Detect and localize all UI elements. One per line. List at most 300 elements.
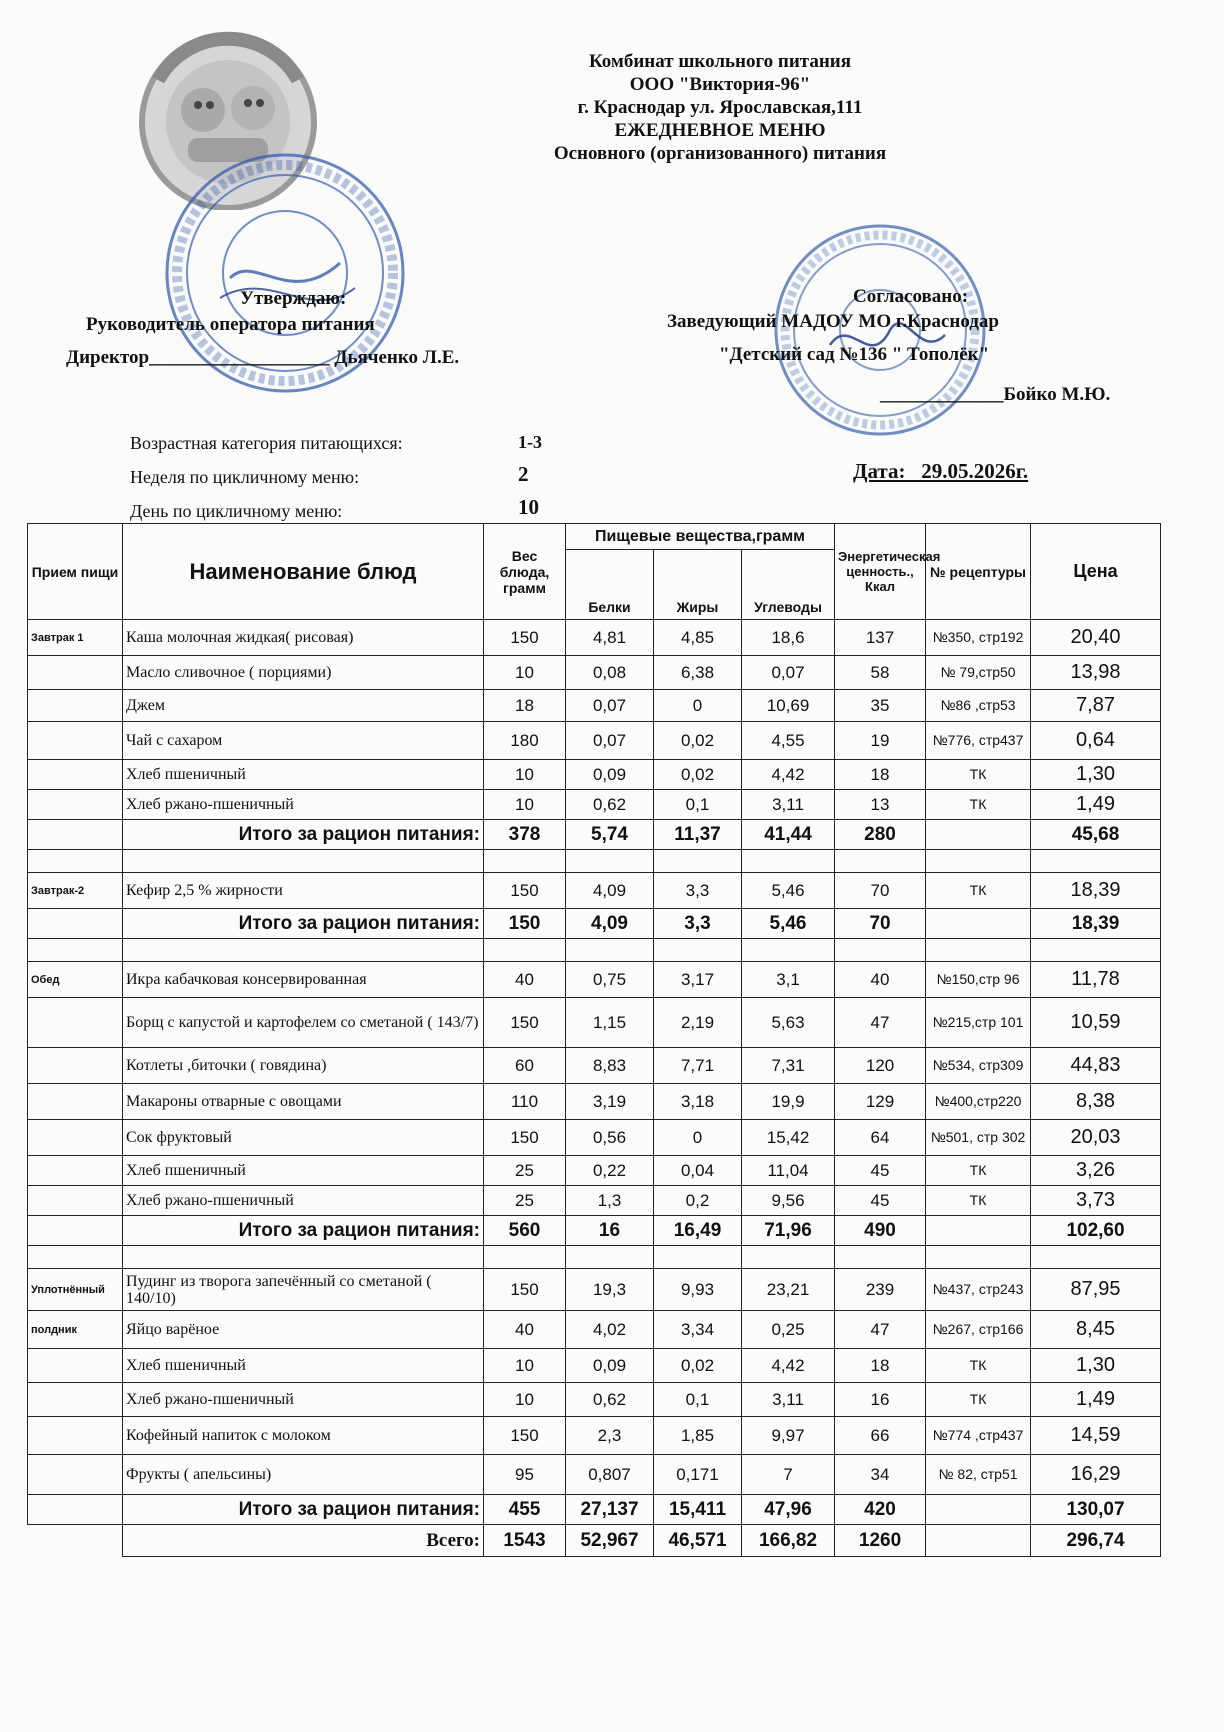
- table-row: [28, 760, 1161, 790]
- grand-weight: 1543: [484, 1525, 566, 1557]
- weight-cell: 10: [484, 656, 566, 690]
- table-row: [28, 620, 1161, 656]
- dish-name-cell: Макароны отварные с овощами: [123, 1084, 484, 1120]
- empty-cell: [566, 1246, 654, 1269]
- header-nutrients: Пищевые вещества,грамм: [566, 524, 835, 550]
- header-protein: Белки: [566, 550, 654, 620]
- meal-cell: [28, 790, 123, 820]
- energy-cell: 34: [835, 1455, 926, 1495]
- meal-cell: [28, 1186, 123, 1216]
- energy-cell: 45: [835, 1186, 926, 1216]
- fat-cell: 1,85: [654, 1417, 742, 1455]
- carbs-cell: 15,42: [742, 1120, 835, 1156]
- total-energy: 70: [835, 909, 926, 939]
- dish-name-cell: Хлеб пшеничный: [123, 760, 484, 790]
- carbs-cell: 9,97: [742, 1417, 835, 1455]
- grand-total-label: Всего:: [123, 1525, 484, 1557]
- dish-name-cell: Хлеб ржано-пшеничный: [123, 1186, 484, 1216]
- weight-cell: 95: [484, 1455, 566, 1495]
- price-cell: 20,03: [1031, 1120, 1161, 1156]
- fat-cell: 3,18: [654, 1084, 742, 1120]
- total-price: 18,39: [1031, 909, 1161, 939]
- recipe-cell: №150,стр 96: [926, 962, 1031, 998]
- empty-cell: [1031, 939, 1161, 962]
- total-energy: 490: [835, 1216, 926, 1246]
- total-price: 45,68: [1031, 820, 1161, 850]
- dish-name-cell: Кофейный напиток с молоком: [123, 1417, 484, 1455]
- price-cell: 1,30: [1031, 760, 1161, 790]
- carbs-cell: 23,21: [742, 1269, 835, 1311]
- protein-cell: 0,09: [566, 1349, 654, 1383]
- agree-role: Заведующий МАДОУ МО г.Краснодар: [667, 311, 999, 332]
- header-line-5: Основного (организованного) питания: [553, 143, 887, 164]
- total-protein: 5,74: [566, 820, 654, 850]
- meal-cell: [28, 1383, 123, 1417]
- energy-cell: 58: [835, 656, 926, 690]
- carbs-cell: 0,25: [742, 1311, 835, 1349]
- fat-cell: 4,85: [654, 620, 742, 656]
- agree-title: Согласовано:: [853, 286, 969, 307]
- weight-cell: 150: [484, 998, 566, 1048]
- total-row: [28, 1216, 1161, 1246]
- recipe-cell: №534, стр309: [926, 1048, 1031, 1084]
- dish-name-cell: Масло сливочное ( порциями): [123, 656, 484, 690]
- empty-cell: [28, 909, 123, 939]
- empty-cell: [654, 1246, 742, 1269]
- empty-cell: [28, 1216, 123, 1246]
- carbs-cell: 4,42: [742, 760, 835, 790]
- total-carbs: 5,46: [742, 909, 835, 939]
- weight-cell: 180: [484, 722, 566, 760]
- total-energy: 280: [835, 820, 926, 850]
- empty-cell: [123, 939, 484, 962]
- dish-name-cell: Джем: [123, 690, 484, 722]
- recipe-cell: №86 ,стр53: [926, 690, 1031, 722]
- empty-cell: [123, 1246, 484, 1269]
- carbs-cell: 3,11: [742, 790, 835, 820]
- table-row: [28, 690, 1161, 722]
- total-price: 102,60: [1031, 1216, 1161, 1246]
- empty-cell: [566, 939, 654, 962]
- header-line-4: ЕЖЕДНЕВНОЕ МЕНЮ: [614, 120, 826, 141]
- total-protein: 27,137: [566, 1495, 654, 1525]
- weight-cell: 25: [484, 1156, 566, 1186]
- energy-cell: 47: [835, 1311, 926, 1349]
- empty-cell: [1031, 1246, 1161, 1269]
- total-fat: 11,37: [654, 820, 742, 850]
- protein-cell: 0,75: [566, 962, 654, 998]
- total-protein: 16: [566, 1216, 654, 1246]
- carbs-cell: 3,11: [742, 1383, 835, 1417]
- total-fat: 15,411: [654, 1495, 742, 1525]
- spacer-row: [28, 1246, 1161, 1269]
- carbs-cell: 3,1: [742, 962, 835, 998]
- weight-cell: 10: [484, 1349, 566, 1383]
- menu-date: Дата: 29.05.2026г.: [853, 459, 1029, 483]
- meal-cell: [28, 690, 123, 722]
- total-carbs: 41,44: [742, 820, 835, 850]
- weight-cell: 10: [484, 760, 566, 790]
- meal-cell: Завтрак 1: [28, 620, 123, 656]
- empty-cell: [926, 1495, 1031, 1525]
- empty-cell: [742, 939, 835, 962]
- total-label: Итого за рацион питания:: [123, 1495, 484, 1525]
- table-row: [28, 1383, 1161, 1417]
- table-row: [28, 998, 1161, 1048]
- fat-cell: 3,3: [654, 873, 742, 909]
- table-row: [28, 962, 1161, 998]
- weight-cell: 110: [484, 1084, 566, 1120]
- recipe-cell: ТК: [926, 1349, 1031, 1383]
- header-energy: Энергетическая ценность., Ккал: [835, 524, 926, 620]
- dish-name-cell: Пудинг из творога запечённый со сметаной ( 140/10): [123, 1269, 484, 1311]
- energy-cell: 129: [835, 1084, 926, 1120]
- carbs-cell: 0,07: [742, 656, 835, 690]
- meal-cell: [28, 1417, 123, 1455]
- energy-cell: 45: [835, 1156, 926, 1186]
- carbs-cell: 9,56: [742, 1186, 835, 1216]
- protein-cell: 0,08: [566, 656, 654, 690]
- empty-cell: [835, 1246, 926, 1269]
- recipe-cell: ТК: [926, 873, 1031, 909]
- weight-cell: 18: [484, 690, 566, 722]
- age-category-value: 1-3: [518, 432, 542, 452]
- dish-name-cell: Котлеты ,биточки ( говядина): [123, 1048, 484, 1084]
- table-row: [28, 1417, 1161, 1455]
- protein-cell: 0,62: [566, 1383, 654, 1417]
- empty-cell: [926, 1216, 1031, 1246]
- grand-fat: 46,571: [654, 1525, 742, 1557]
- table-row: [28, 1186, 1161, 1216]
- protein-cell: 19,3: [566, 1269, 654, 1311]
- carbs-cell: 4,55: [742, 722, 835, 760]
- total-row: [28, 909, 1161, 939]
- meal-cell: [28, 1120, 123, 1156]
- recipe-cell: ТК: [926, 790, 1031, 820]
- table-row: [28, 790, 1161, 820]
- fat-cell: 2,19: [654, 998, 742, 1048]
- empty-cell: [123, 850, 484, 873]
- weight-cell: 150: [484, 1417, 566, 1455]
- total-weight: 378: [484, 820, 566, 850]
- energy-cell: 120: [835, 1048, 926, 1084]
- price-cell: 3,73: [1031, 1186, 1161, 1216]
- total-protein: 4,09: [566, 909, 654, 939]
- price-cell: 8,38: [1031, 1084, 1161, 1120]
- protein-cell: 2,3: [566, 1417, 654, 1455]
- weight-cell: 60: [484, 1048, 566, 1084]
- weight-cell: 10: [484, 790, 566, 820]
- header-meal: Прием пищи: [28, 524, 123, 620]
- price-cell: 14,59: [1031, 1417, 1161, 1455]
- total-carbs: 47,96: [742, 1495, 835, 1525]
- total-fat: 16,49: [654, 1216, 742, 1246]
- price-cell: 1,30: [1031, 1349, 1161, 1383]
- total-row: [28, 820, 1161, 850]
- empty-cell: [28, 1246, 123, 1269]
- table-row: [28, 1455, 1161, 1495]
- menu-table: [27, 523, 1161, 1557]
- price-cell: 18,39: [1031, 873, 1161, 909]
- empty-cell: [926, 939, 1031, 962]
- meal-cell: [28, 656, 123, 690]
- protein-cell: 0,807: [566, 1455, 654, 1495]
- dish-name-cell: Кефир 2,5 % жирности: [123, 873, 484, 909]
- carbs-cell: 4,42: [742, 1349, 835, 1383]
- total-weight: 560: [484, 1216, 566, 1246]
- recipe-cell: №437, стр243: [926, 1269, 1031, 1311]
- dish-name-cell: Хлеб пшеничный: [123, 1349, 484, 1383]
- price-cell: 8,45: [1031, 1311, 1161, 1349]
- carbs-cell: 10,69: [742, 690, 835, 722]
- age-category-label: Возрастная категория питающихся:: [130, 433, 403, 453]
- recipe-cell: №776, стр437: [926, 722, 1031, 760]
- agree-name: _____________Бойко М.Ю.: [880, 384, 1111, 405]
- weight-cell: 150: [484, 873, 566, 909]
- price-cell: 87,95: [1031, 1269, 1161, 1311]
- price-cell: 0,64: [1031, 722, 1161, 760]
- empty-cell: [926, 1525, 1031, 1557]
- grand-total-row: [28, 1525, 1161, 1557]
- empty-cell: [926, 850, 1031, 873]
- table-row: [28, 873, 1161, 909]
- fat-cell: 9,93: [654, 1269, 742, 1311]
- meal-cell: [28, 722, 123, 760]
- weight-cell: 40: [484, 1311, 566, 1349]
- dish-name-cell: Каша молочная жидкая( рисовая): [123, 620, 484, 656]
- empty-cell: [926, 1246, 1031, 1269]
- recipe-cell: №774 ,стр437: [926, 1417, 1031, 1455]
- protein-cell: 0,22: [566, 1156, 654, 1186]
- fat-cell: 0,2: [654, 1186, 742, 1216]
- energy-cell: 70: [835, 873, 926, 909]
- fat-cell: 0: [654, 1120, 742, 1156]
- agree-org: "Детский сад №136 " Тополёк": [719, 344, 990, 365]
- meal-cell: [28, 760, 123, 790]
- protein-cell: 4,09: [566, 873, 654, 909]
- empty-cell: [484, 939, 566, 962]
- carbs-cell: 7: [742, 1455, 835, 1495]
- fat-cell: 6,38: [654, 656, 742, 690]
- recipe-cell: №267, стр166: [926, 1311, 1031, 1349]
- total-label: Итого за рацион питания:: [123, 820, 484, 850]
- recipe-cell: ТК: [926, 1383, 1031, 1417]
- weight-cell: 150: [484, 1120, 566, 1156]
- recipe-cell: №350, стр192: [926, 620, 1031, 656]
- energy-cell: 16: [835, 1383, 926, 1417]
- carbs-cell: 7,31: [742, 1048, 835, 1084]
- recipe-cell: № 82, стр51: [926, 1455, 1031, 1495]
- energy-cell: 239: [835, 1269, 926, 1311]
- weight-cell: 10: [484, 1383, 566, 1417]
- price-cell: 1,49: [1031, 1383, 1161, 1417]
- table-row: [28, 1120, 1161, 1156]
- empty-cell: [926, 820, 1031, 850]
- meal-cell: [28, 998, 123, 1048]
- protein-cell: 0,56: [566, 1120, 654, 1156]
- recipe-cell: ТК: [926, 1186, 1031, 1216]
- table-row: [28, 722, 1161, 760]
- dish-name-cell: Фрукты ( апельсины): [123, 1455, 484, 1495]
- spacer-row: [28, 850, 1161, 873]
- energy-cell: 13: [835, 790, 926, 820]
- dish-name-cell: Хлеб ржано-пшеничный: [123, 790, 484, 820]
- carbs-cell: 5,46: [742, 873, 835, 909]
- protein-cell: 0,62: [566, 790, 654, 820]
- fat-cell: 0,1: [654, 790, 742, 820]
- grand-protein: 52,967: [566, 1525, 654, 1557]
- approve-role: Руководитель оператора питания: [86, 314, 375, 335]
- empty-cell: [28, 939, 123, 962]
- meal-cell: Завтрак-2: [28, 873, 123, 909]
- day-value: 10: [518, 495, 539, 519]
- empty-cell: [1031, 850, 1161, 873]
- price-cell: 3,26: [1031, 1156, 1161, 1186]
- fat-cell: 7,71: [654, 1048, 742, 1084]
- energy-cell: 137: [835, 620, 926, 656]
- carbs-cell: 11,04: [742, 1156, 835, 1186]
- energy-cell: 18: [835, 1349, 926, 1383]
- recipe-cell: № 79,стр50: [926, 656, 1031, 690]
- protein-cell: 0,07: [566, 722, 654, 760]
- grand-energy: 1260: [835, 1525, 926, 1557]
- approve-director: Директор___________________ Дьяченко Л.Е.: [66, 347, 460, 368]
- fat-cell: 0,1: [654, 1383, 742, 1417]
- recipe-cell: ТК: [926, 760, 1031, 790]
- price-cell: 44,83: [1031, 1048, 1161, 1084]
- empty-cell: [484, 1246, 566, 1269]
- dish-name-cell: Борщ с капустой и картофелем со сметаной ( 143/7): [123, 998, 484, 1048]
- meal-cell: [28, 1349, 123, 1383]
- energy-cell: 35: [835, 690, 926, 722]
- table-row: [28, 1048, 1161, 1084]
- week-label: Неделя по цикличному меню:: [130, 467, 360, 487]
- grand-price: 296,74: [1031, 1525, 1161, 1557]
- dish-name-cell: Икра кабачковая консервированная: [123, 962, 484, 998]
- fat-cell: 0: [654, 690, 742, 722]
- header-weight: Вес блюда, грамм: [484, 524, 566, 620]
- empty-cell: [926, 909, 1031, 939]
- table-row: [28, 1349, 1161, 1383]
- fat-cell: 3,17: [654, 962, 742, 998]
- weight-cell: 150: [484, 620, 566, 656]
- dish-name-cell: Чай с сахаром: [123, 722, 484, 760]
- energy-cell: 66: [835, 1417, 926, 1455]
- protein-cell: 4,81: [566, 620, 654, 656]
- price-cell: 11,78: [1031, 962, 1161, 998]
- meal-cell: [28, 1084, 123, 1120]
- week-value: 2: [518, 462, 529, 486]
- dish-name-cell: Сок фруктовый: [123, 1120, 484, 1156]
- energy-cell: 19: [835, 722, 926, 760]
- weight-cell: 150: [484, 1269, 566, 1311]
- protein-cell: 0,09: [566, 760, 654, 790]
- energy-cell: 64: [835, 1120, 926, 1156]
- grand-carbs: 166,82: [742, 1525, 835, 1557]
- weight-cell: 25: [484, 1186, 566, 1216]
- carbs-cell: 5,63: [742, 998, 835, 1048]
- header-line-1: Комбинат школьного питания: [588, 51, 852, 72]
- protein-cell: 8,83: [566, 1048, 654, 1084]
- price-cell: 20,40: [1031, 620, 1161, 656]
- protein-cell: 4,02: [566, 1311, 654, 1349]
- total-row: [28, 1495, 1161, 1525]
- empty-cell: [28, 1525, 123, 1557]
- fat-cell: 3,34: [654, 1311, 742, 1349]
- energy-cell: 40: [835, 962, 926, 998]
- empty-cell: [654, 939, 742, 962]
- table-row: [28, 1084, 1161, 1120]
- spacer-row: [28, 939, 1161, 962]
- protein-cell: 1,15: [566, 998, 654, 1048]
- header-line-2: ООО "Виктория-96": [629, 74, 811, 95]
- empty-cell: [28, 850, 123, 873]
- recipe-cell: ТК: [926, 1156, 1031, 1186]
- meal-cell: полдник: [28, 1311, 123, 1349]
- header-recipe: № рецептуры: [926, 524, 1031, 620]
- carbs-cell: 18,6: [742, 620, 835, 656]
- meal-cell: Обед: [28, 962, 123, 998]
- protein-cell: 3,19: [566, 1084, 654, 1120]
- meal-cell: [28, 1455, 123, 1495]
- empty-cell: [484, 850, 566, 873]
- empty-cell: [28, 1495, 123, 1525]
- energy-cell: 47: [835, 998, 926, 1048]
- weight-cell: 40: [484, 962, 566, 998]
- header-dish: Наименование блюд: [123, 524, 484, 620]
- protein-cell: 0,07: [566, 690, 654, 722]
- day-label: День по цикличному меню:: [130, 501, 343, 521]
- header-price: Цена: [1031, 524, 1161, 620]
- fat-cell: 0,02: [654, 722, 742, 760]
- price-cell: 10,59: [1031, 998, 1161, 1048]
- meal-cell: [28, 1156, 123, 1186]
- energy-cell: 18: [835, 760, 926, 790]
- table-row: [28, 1269, 1161, 1311]
- empty-cell: [28, 820, 123, 850]
- empty-cell: [742, 850, 835, 873]
- total-weight: 150: [484, 909, 566, 939]
- price-cell: 13,98: [1031, 656, 1161, 690]
- approve-title: Утверждаю:: [240, 288, 347, 309]
- price-cell: 1,49: [1031, 790, 1161, 820]
- header-carbs: Углеводы: [742, 550, 835, 620]
- meal-cell: Уплотнённый: [28, 1269, 123, 1311]
- empty-cell: [835, 939, 926, 962]
- fat-cell: 0,04: [654, 1156, 742, 1186]
- total-fat: 3,3: [654, 909, 742, 939]
- document-header: [470, 50, 970, 165]
- fat-cell: 0,02: [654, 1349, 742, 1383]
- table-row: [28, 656, 1161, 690]
- recipe-cell: №400,стр220: [926, 1084, 1031, 1120]
- dish-name-cell: Хлеб пшеничный: [123, 1156, 484, 1186]
- fat-cell: 0,171: [654, 1455, 742, 1495]
- total-price: 130,07: [1031, 1495, 1161, 1525]
- price-cell: 7,87: [1031, 690, 1161, 722]
- empty-cell: [566, 850, 654, 873]
- table-row: [28, 1156, 1161, 1186]
- dish-name-cell: Яйцо варёное: [123, 1311, 484, 1349]
- empty-cell: [742, 1246, 835, 1269]
- table-row: [28, 1311, 1161, 1349]
- total-weight: 455: [484, 1495, 566, 1525]
- recipe-cell: №215,стр 101: [926, 998, 1031, 1048]
- menu-body: [28, 620, 1161, 1557]
- meal-cell: [28, 1048, 123, 1084]
- recipe-cell: №501, стр 302: [926, 1120, 1031, 1156]
- protein-cell: 1,3: [566, 1186, 654, 1216]
